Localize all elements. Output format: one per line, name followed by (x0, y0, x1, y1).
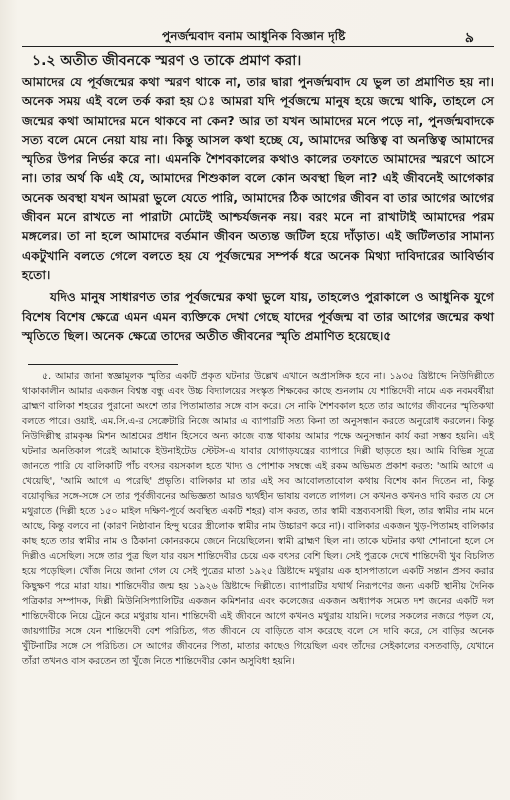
section-heading: ১.২ অতীত জীবনকে স্মরণ ও তাকে প্রমাণ করা। (32, 53, 302, 69)
footnote: ৫. আমার জানা স্বজ্ঞামূলক স্মৃতির একটি প্রকৃত ঘটনার উল্লেখ এখানে অপ্রাসঙ্গিক হবে না। ১৯৩৫ খ্রিষ্টাব্দে নিউদিল্লীতে থাকাকালীন আমার একজন বিশ্বস্ত বন্ধু এবং উচ্চ বিদ্যালয়ের সংস্কৃত শিক্ষকের কাছে শুনলাম যে শান্তিদেবী নামে এক নবমবর্ষীয়া ব্রাহ্মণ বালিকা শহরের পুরানো অংশে তার পিতামাতার সঙ্গে বাস করে। সে নাকি শৈশবকাল হতে তার আগের জীবনের স্মৃতিকথা বলতে পারে। ওয়াই. এম.সি.এ-র সেক্রেটারি নিজে আমার এ ব্যাপারটি সত্য কিনা তা অনুসন্ধান করতে অনুরোধ করলেন। কিন্তু নিউদিল্লীস্থ রামকৃষ্ণ মিশন আশ্রমের প্রধান হিসেবে অন্য কাজে ব্যস্ত থাকায় আমার পক্ষে অনুসন্ধান কার্য করা সম্ভব হয়নি। এই ঘটনার অনতিকাল পরেই আমাকে ইউনাইটেড স্টেটস-এ যাবার যোগাড়যন্ত্রের ব্যাপারে দিল্লী ছাড়তে হয়। আমি বিভিন্ন সূত্রে জানতে পারি যে বালিকাটি পাঁচ বৎসর বয়সকাল হতে খাদ্য ও পোশাক সম্বন্ধে এই রকম অভিমত প্রকাশ করত: 'আমি আগে এ খেয়েছি', 'আমি আগে এ পরেছি' প্রভৃতি। বালিকার মা তার এই সব আবোলতাবোল কথায় বিশেষ কান দিতেন না, কিন্তু বয়োবৃদ্ধির সঙ্গে-সঙ্গে সে তার পূর্বজীবনের অভিজ্ঞতা আরও দ্ব্যর্থহীন ভাষায় বলতে লাগল। সে কখনও কখনও দাবি করত যে সে মথুরাতে (দিল্লী হতে ১৫০ মাইল দক্ষিণ-পূর্বে অবস্থিত একটি শহর) বাস করত, তার স্বামী বস্ত্রব্যবসায়ী ছিল, তার স্বামীর নাম মনে আছে, কিন্তু বলবে না (কারণ নিষ্ঠাবান হিন্দু ঘরের স্ত্রীলোক স্বামীর নাম উচ্চারণ করে না)। বালিকার একজন খুড়-পিতামহ বালিকার কাছ হতে তার স্বামীর নাম ও ঠিকানা কোনরকমে জেনে নিয়েছিলেন। স্বামী ব্রাহ্মণ ছিল না। তাকে ঘটনার কথা শোনানো হলে সে দিল্লীও এসেছিল। সঙ্গে তার পুত্র ছিল যার বয়স শান্তিদেবীর চেয়ে এক বৎসর বেশি ছিল। সেই পুত্রকে দেখে শান্তিদেবী খুব বিচলিত হয়ে পড়েছিল। খোঁজ নিয়ে জানা গেল যে সেই পুত্রের মাতা ১৯২৫ খ্রিষ্টাব্দে মথুরায় এক হাসপাতালে একটি সন্তান প্রসব করার কিছুক্ষণ পরে মারা যায়। শান্তিদেবীর জন্ম হয় ১৯২৬ খ্রিষ্টাব্দে দিল্লীতে। ব্যাপারটির যথার্থ নিরূপণের জন্য একটি স্থানীয় দৈনিক পত্রিকার সম্পাদক, দিল্লী মিউনিসিপ্যালিটির একজন কমিশনার এবং কলেজের একজন অধ্যাপক সমেত দশ জনের একটি দল শান্তিদেবীকে নিয়ে ট্রেনে করে মথুরায় যান। শান্তিদেবী এই জীবনে আগে কখনও মথুরায় যায়নি। দলের সকলের নজরে পড়ল যে, জায়গাটির সঙ্গে যেন শান্তিদেবী বেশ পরিচিত, গত জীবনে যে বাড়িতে বাস করেছে বলে সে দাবি করে, সে বাড়ির অনেক খুঁটিনাটির সঙ্গে সে পরিচিত। সে আগের জীবনের পিতা, মাতার কাছেও গিয়েছিল এবং তাঁদের সেইকালের বসতবাড়ি, যেখানে তাঁরা তখনও বাস করতেন তা খুঁজে নিতে শান্তিদেবীর কোন অসুবিধা হয়নি। (22, 371, 494, 668)
body-paragraph: যদিও মানুষ সাধারণত তার পূর্বজন্মের কথা ভুলে যায়, তাহলেও পুরাকালে ও আধুনিক যুগে বিশেষ বিশেষ ক্ষেত্রে এমন এমন ব্যক্তিকে দেখা গেছে যাদের পূর্বজন্ম বা তার আগের জন্মের কথা স্মৃতিতে ছিল। অনেক ক্ষেত্রে তাদের অতীত জীবনের স্মৃতি প্রমাণিত হয়েছে।৫ (22, 290, 494, 343)
footnote-separator (28, 364, 178, 365)
page-header (22, 10, 494, 46)
running-title: পুনর্জন্মবাদ বনাম আধুনিক বিজ্ঞান দৃষ্টি (162, 29, 346, 43)
page-number: ৯ (464, 30, 474, 46)
body-paragraph: আমাদের যে পূর্বজন্মের কথা স্মরণ থাকে না, তার দ্বারা পুনর্জন্মবাদ যে ভুল তা প্রমাণিত হয় না। অনেক সময় এই বলে তর্ক করা হয় ঃ আমরা যদি পূর্বজন্মে মানুষ হয়ে জন্মে থাকি, তাহলে সে জন্মের কথা আমাদের মনে থাকবে না কেন? আর তা যখন আমাদের মনে পড়ে না, পুনর্জন্মবাদকে সত্য বলে মেনে নেয়া যায় না। কিন্তু আসল কথা হচ্ছে যে, আমাদের অস্তিত্ব বা অনস্তিত্ব আমাদের স্মৃতির উপর নির্ভর করে না। এমনকি শৈশবকালের কথাও কালের তফাতে আমাদের স্মরণে আসে না। তার অর্থ কি এই যে, আমাদের শিশুকাল বলে কোন অবস্থা ছিল না? এই জীবনেই আগেকার অনেক অবস্থা যখন আমরা ভুলে যেতে পারি, আমাদের ঠিক আগের জীবন বা তার আগের আগের জীবন মনে রাখতে না পারাটা মোটেই আশ্চর্যজনক নয়। বরং মনে না রাখাটাই আমাদের পরম মঙ্গলের। তা না হলে আমাদের বর্তমান জীবন অত্যন্ত জটিল হয়ে দাঁড়াত। এই জটিলতার সামান্য একটুখানি বলতে গেলে বলতে হয় যে পূর্বজন্মের সম্পর্ক ধরে অনেক মিথ্যা দাবিদারের আবির্ভাব হতো। (22, 75, 494, 282)
